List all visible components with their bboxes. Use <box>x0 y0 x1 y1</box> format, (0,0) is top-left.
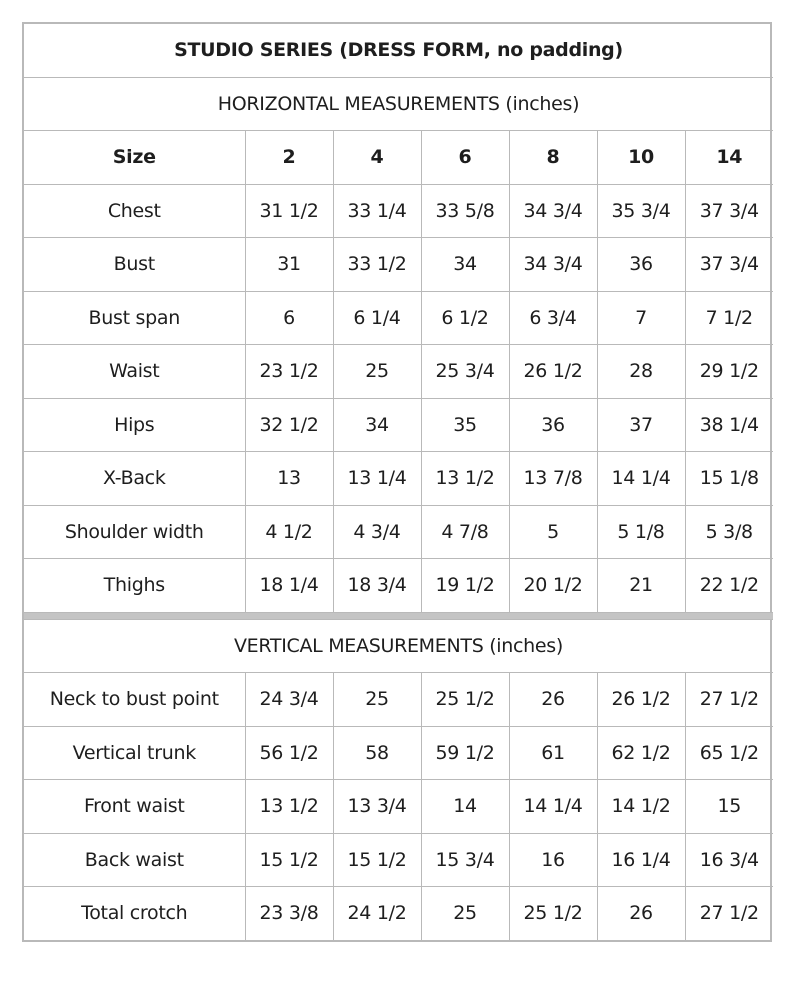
measurement-value: 34 3/4 <box>509 184 597 238</box>
size-chart <box>22 22 772 942</box>
measurement-row <box>24 452 773 506</box>
measurement-label: X-Back <box>24 452 245 506</box>
measurement-value: 25 1/2 <box>421 673 509 727</box>
horizontal-section-heading: HORIZONTAL MEASUREMENTS (inches) <box>24 77 773 131</box>
measurement-value: 16 <box>509 833 597 887</box>
measurement-value: 13 1/2 <box>421 452 509 506</box>
section-divider <box>24 612 773 619</box>
measurement-value: 5 <box>509 505 597 559</box>
measurement-value: 37 3/4 <box>685 238 773 292</box>
measurement-value: 62 1/2 <box>597 726 685 780</box>
measurement-value: 14 1/4 <box>509 780 597 834</box>
measurement-value: 14 <box>421 780 509 834</box>
measurement-value: 33 1/2 <box>333 238 421 292</box>
measurement-value: 6 3/4 <box>509 291 597 345</box>
measurement-value: 26 <box>509 673 597 727</box>
measurement-value: 5 3/8 <box>685 505 773 559</box>
measurement-value: 32 1/2 <box>245 398 333 452</box>
horizontal-heading-row <box>24 77 773 131</box>
measurement-value: 38 1/4 <box>685 398 773 452</box>
measurement-row <box>24 833 773 887</box>
measurement-value: 18 3/4 <box>333 559 421 613</box>
size-header-cell: 6 <box>421 131 509 185</box>
measurement-label: Waist <box>24 345 245 399</box>
chart-title: STUDIO SERIES (DRESS FORM, no padding) <box>24 24 773 77</box>
size-header-cell: 4 <box>333 131 421 185</box>
measurement-value: 6 1/4 <box>333 291 421 345</box>
measurement-label: Vertical trunk <box>24 726 245 780</box>
measurement-value: 13 1/2 <box>245 780 333 834</box>
measurement-value: 61 <box>509 726 597 780</box>
measurement-value: 23 3/8 <box>245 887 333 940</box>
measurement-value: 13 <box>245 452 333 506</box>
measurement-value: 26 1/2 <box>597 673 685 727</box>
measurement-value: 25 1/2 <box>509 887 597 940</box>
measurement-value: 37 3/4 <box>685 184 773 238</box>
vertical-section-heading: VERTICAL MEASUREMENTS (inches) <box>24 619 773 673</box>
measurement-value: 25 <box>333 345 421 399</box>
measurement-value: 4 1/2 <box>245 505 333 559</box>
measurement-value: 25 3/4 <box>421 345 509 399</box>
measurement-value: 15 <box>685 780 773 834</box>
size-header-cell: 10 <box>597 131 685 185</box>
measurement-value: 13 3/4 <box>333 780 421 834</box>
measurement-value: 7 1/2 <box>685 291 773 345</box>
measurement-value: 4 3/4 <box>333 505 421 559</box>
measurement-value: 18 1/4 <box>245 559 333 613</box>
measurement-label: Back waist <box>24 833 245 887</box>
measurement-value: 15 3/4 <box>421 833 509 887</box>
size-header-cell: 8 <box>509 131 597 185</box>
measurement-table <box>24 24 773 940</box>
measurement-row <box>24 291 773 345</box>
measurement-value: 21 <box>597 559 685 613</box>
measurement-value: 33 1/4 <box>333 184 421 238</box>
measurement-row <box>24 559 773 613</box>
measurement-row <box>24 780 773 834</box>
measurement-value: 36 <box>597 238 685 292</box>
measurement-value: 24 1/2 <box>333 887 421 940</box>
measurement-value: 34 <box>333 398 421 452</box>
measurement-value: 65 1/2 <box>685 726 773 780</box>
measurement-row <box>24 887 773 940</box>
measurement-row <box>24 726 773 780</box>
measurement-row <box>24 398 773 452</box>
measurement-value: 6 <box>245 291 333 345</box>
measurement-value: 25 <box>421 887 509 940</box>
measurement-value: 22 1/2 <box>685 559 773 613</box>
measurement-label: Thighs <box>24 559 245 613</box>
size-header-cell: 14 <box>685 131 773 185</box>
measurement-row <box>24 238 773 292</box>
measurement-value: 56 1/2 <box>245 726 333 780</box>
measurement-value: 27 1/2 <box>685 673 773 727</box>
measurement-value: 19 1/2 <box>421 559 509 613</box>
measurement-value: 28 <box>597 345 685 399</box>
measurement-value: 31 1/2 <box>245 184 333 238</box>
measurement-value: 34 <box>421 238 509 292</box>
measurement-value: 59 1/2 <box>421 726 509 780</box>
measurement-value: 29 1/2 <box>685 345 773 399</box>
measurement-value: 24 3/4 <box>245 673 333 727</box>
measurement-value: 36 <box>509 398 597 452</box>
measurement-label: Bust <box>24 238 245 292</box>
measurement-value: 15 1/8 <box>685 452 773 506</box>
measurement-value: 15 1/2 <box>245 833 333 887</box>
measurement-value: 34 3/4 <box>509 238 597 292</box>
measurement-value: 14 1/2 <box>597 780 685 834</box>
measurement-label: Hips <box>24 398 245 452</box>
measurement-row <box>24 184 773 238</box>
measurement-value: 5 1/8 <box>597 505 685 559</box>
measurement-row <box>24 673 773 727</box>
measurement-value: 23 1/2 <box>245 345 333 399</box>
measurement-row <box>24 505 773 559</box>
measurement-value: 37 <box>597 398 685 452</box>
measurement-value: 35 3/4 <box>597 184 685 238</box>
measurement-value: 16 3/4 <box>685 833 773 887</box>
size-column-header: Size <box>24 131 245 185</box>
measurement-value: 25 <box>333 673 421 727</box>
size-header-cell: 2 <box>245 131 333 185</box>
measurement-value: 13 7/8 <box>509 452 597 506</box>
title-row <box>24 24 773 77</box>
measurement-value: 6 1/2 <box>421 291 509 345</box>
measurement-value: 16 1/4 <box>597 833 685 887</box>
measurement-label: Chest <box>24 184 245 238</box>
measurement-value: 4 7/8 <box>421 505 509 559</box>
measurement-value: 27 1/2 <box>685 887 773 940</box>
section-divider-bar <box>24 612 773 619</box>
measurement-label: Front waist <box>24 780 245 834</box>
measurement-label: Total crotch <box>24 887 245 940</box>
measurement-value: 35 <box>421 398 509 452</box>
measurement-value: 7 <box>597 291 685 345</box>
measurement-value: 58 <box>333 726 421 780</box>
measurement-row <box>24 345 773 399</box>
measurement-label: Shoulder width <box>24 505 245 559</box>
measurement-value: 26 1/2 <box>509 345 597 399</box>
vertical-heading-row <box>24 619 773 673</box>
measurement-value: 20 1/2 <box>509 559 597 613</box>
measurement-value: 13 1/4 <box>333 452 421 506</box>
measurement-label: Bust span <box>24 291 245 345</box>
size-header-row <box>24 131 773 185</box>
measurement-value: 26 <box>597 887 685 940</box>
measurement-value: 31 <box>245 238 333 292</box>
measurement-value: 14 1/4 <box>597 452 685 506</box>
measurement-value: 33 5/8 <box>421 184 509 238</box>
measurement-value: 15 1/2 <box>333 833 421 887</box>
measurement-label: Neck to bust point <box>24 673 245 727</box>
